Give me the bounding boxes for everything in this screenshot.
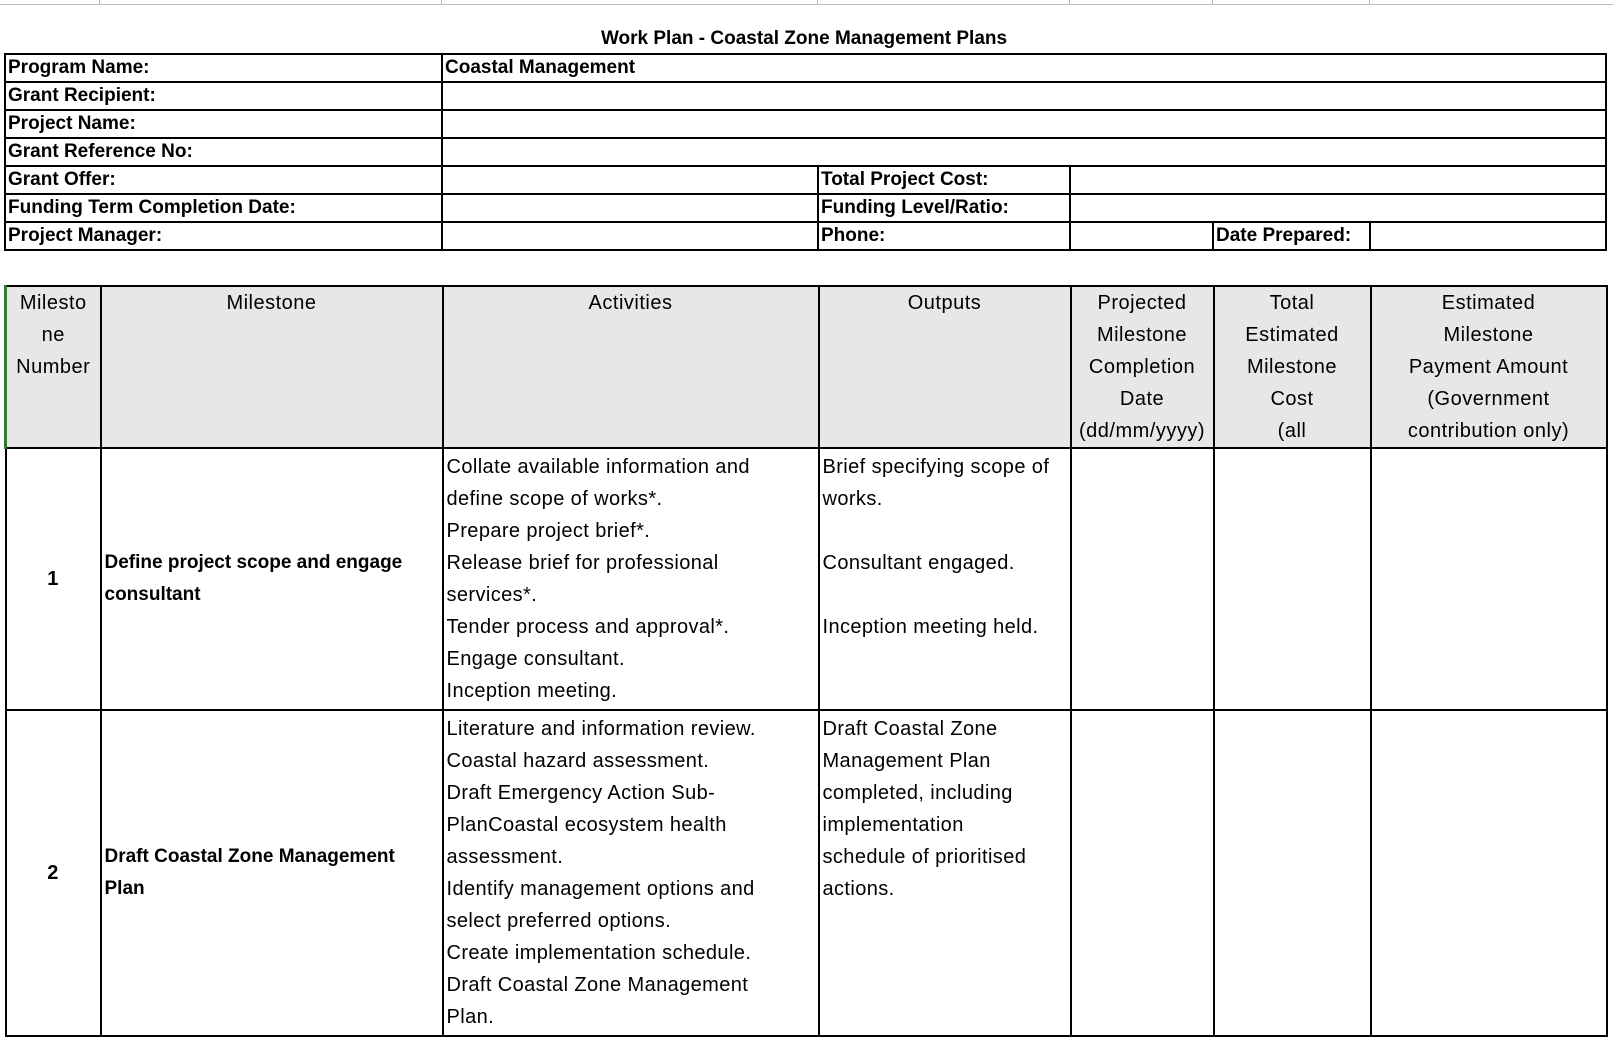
info-row-program xyxy=(5,54,1606,82)
cell-line: implementation xyxy=(822,814,964,836)
estimated-cost-cell[interactable] xyxy=(1214,710,1371,1036)
header-text: Number xyxy=(16,356,91,378)
header-text: Outputs xyxy=(907,292,982,314)
grant-reference-label: Grant Reference No: xyxy=(5,138,442,166)
milestones-table xyxy=(4,285,1608,1037)
cell-line: select preferred options. xyxy=(446,910,672,932)
header-text: Total xyxy=(1269,292,1315,314)
header-activities xyxy=(443,286,819,448)
cell-line: Draft Coastal Zone xyxy=(822,718,998,740)
info-row-funding xyxy=(5,194,1606,222)
cell-line: Release brief for professional xyxy=(446,552,719,574)
cell-line: Plan. xyxy=(446,1006,495,1028)
milestone-cell[interactable] xyxy=(101,448,443,710)
header-text: Estimated xyxy=(1245,324,1339,346)
header-outputs xyxy=(819,286,1071,448)
cell-line: PlanCoastal ecosystem health xyxy=(446,814,727,836)
total-project-cost-value[interactable] xyxy=(1070,166,1606,194)
info-row-recipient xyxy=(5,82,1606,110)
cell-line: Coastal hazard assessment. xyxy=(446,750,710,772)
top-gridline xyxy=(0,0,1613,5)
cell-line: Draft Coastal Zone Management xyxy=(104,846,395,867)
cell-line: Inception meeting held. xyxy=(822,616,1039,638)
cell-line: Draft Coastal Zone Management xyxy=(446,974,749,996)
cell-line: Inception meeting. xyxy=(446,680,618,702)
header-text: Estimated xyxy=(1441,292,1536,314)
cell-line: Plan xyxy=(104,878,145,899)
header-text: Milestone xyxy=(226,292,317,314)
cell-line: Collate available information and xyxy=(446,456,750,478)
grant-reference-value[interactable] xyxy=(442,138,1606,166)
cell-line: consultant xyxy=(104,584,201,605)
cell-line: Literature and information review. xyxy=(446,718,756,740)
info-row-reference xyxy=(5,138,1606,166)
date-prepared-label: Date Prepared: xyxy=(1213,222,1370,250)
outputs-cell[interactable] xyxy=(819,710,1071,1036)
project-name-label: Project Name: xyxy=(5,110,442,138)
header-text: (dd/mm/yyyy) xyxy=(1079,420,1205,442)
activities-cell[interactable] xyxy=(443,448,819,710)
cell-line: assessment. xyxy=(446,846,564,868)
phone-value[interactable] xyxy=(1070,222,1213,250)
cell-line: works. xyxy=(822,488,883,510)
activities-cell[interactable] xyxy=(443,710,819,1036)
header-text: contribution only) xyxy=(1407,420,1570,442)
cell-line: actions. xyxy=(822,878,895,900)
header-text: Milestone xyxy=(1246,356,1338,378)
funding-term-value[interactable] xyxy=(442,194,818,222)
cell-line: Identify management options and xyxy=(446,878,755,900)
completion-date-cell[interactable] xyxy=(1071,448,1214,710)
table-header-row xyxy=(6,286,1607,448)
grant-offer-label: Grant Offer: xyxy=(5,166,442,194)
header-text: Milestone xyxy=(1443,324,1534,346)
header-text: Milestone xyxy=(1096,324,1188,346)
date-prepared-value[interactable] xyxy=(1370,222,1606,250)
header-milestone-number xyxy=(6,286,101,448)
header-estimated-cost xyxy=(1214,286,1371,448)
header-text: Activities xyxy=(588,292,673,314)
project-name-value[interactable] xyxy=(442,110,1606,138)
header-text: (Government xyxy=(1427,388,1550,410)
grant-recipient-label: Grant Recipient: xyxy=(5,82,442,110)
project-manager-label: Project Manager: xyxy=(5,222,442,250)
cell-line: Management Plan xyxy=(822,750,991,772)
outputs-cell[interactable] xyxy=(819,448,1071,710)
header-text: Completion xyxy=(1088,356,1196,378)
cell-line: Brief specifying scope of xyxy=(822,456,1050,478)
header-text: Date xyxy=(1119,388,1165,410)
cell-line xyxy=(823,515,1067,547)
header-text: Projected xyxy=(1097,292,1187,314)
cell-line: completed, including xyxy=(822,782,1013,804)
project-manager-value[interactable] xyxy=(442,222,818,250)
table-row xyxy=(6,710,1607,1036)
header-payment-amount xyxy=(1371,286,1607,448)
cell-line: schedule of prioritised xyxy=(822,846,1027,868)
funding-level-value[interactable] xyxy=(1070,194,1606,222)
program-name-value[interactable]: Coastal Management xyxy=(442,54,1606,82)
page-title: Work Plan - Coastal Zone Management Plans xyxy=(600,28,1008,49)
milestone-cell[interactable] xyxy=(101,710,443,1036)
cell-line: Prepare project brief*. xyxy=(446,520,651,542)
cell-line: services*. xyxy=(446,584,538,606)
cell-line: Draft Emergency Action Sub- xyxy=(446,782,716,804)
header-completion-date xyxy=(1071,286,1214,448)
phone-label: Phone: xyxy=(818,222,1070,250)
header-text: Milesto xyxy=(19,292,87,314)
cell-line: Create implementation schedule. xyxy=(446,942,752,964)
grant-offer-value[interactable] xyxy=(442,166,818,194)
header-text: Cost xyxy=(1270,388,1314,410)
header-text: (all xyxy=(1277,420,1307,442)
funding-level-label: Funding Level/Ratio: xyxy=(818,194,1070,222)
project-info-table xyxy=(4,53,1607,251)
info-row-manager xyxy=(5,222,1606,250)
header-milestone xyxy=(101,286,443,448)
completion-date-cell[interactable] xyxy=(1071,710,1214,1036)
cell-line: Engage consultant. xyxy=(446,648,625,670)
header-text: Payment Amount xyxy=(1408,356,1569,378)
cell-line xyxy=(823,579,1067,611)
table-row xyxy=(6,448,1607,710)
milestone-number-cell[interactable]: 1 xyxy=(6,448,101,710)
payment-amount-cell[interactable] xyxy=(1371,710,1607,1036)
cell-line: Consultant engaged. xyxy=(822,552,1015,574)
milestone-number-cell[interactable]: 2 xyxy=(6,710,101,1036)
cell-line: Tender process and approval*. xyxy=(446,616,730,638)
grant-recipient-value[interactable] xyxy=(442,82,1606,110)
program-name-label: Program Name: xyxy=(5,54,442,82)
total-project-cost-label: Total Project Cost: xyxy=(818,166,1070,194)
info-row-offer xyxy=(5,166,1606,194)
info-row-project xyxy=(5,110,1606,138)
funding-term-label: Funding Term Completion Date: xyxy=(5,194,442,222)
cell-line: Define project scope and engage xyxy=(104,552,403,573)
header-text: ne xyxy=(41,324,65,346)
payment-amount-cell[interactable] xyxy=(1371,448,1607,710)
cell-line: define scope of works*. xyxy=(446,488,663,510)
estimated-cost-cell[interactable] xyxy=(1214,448,1371,710)
